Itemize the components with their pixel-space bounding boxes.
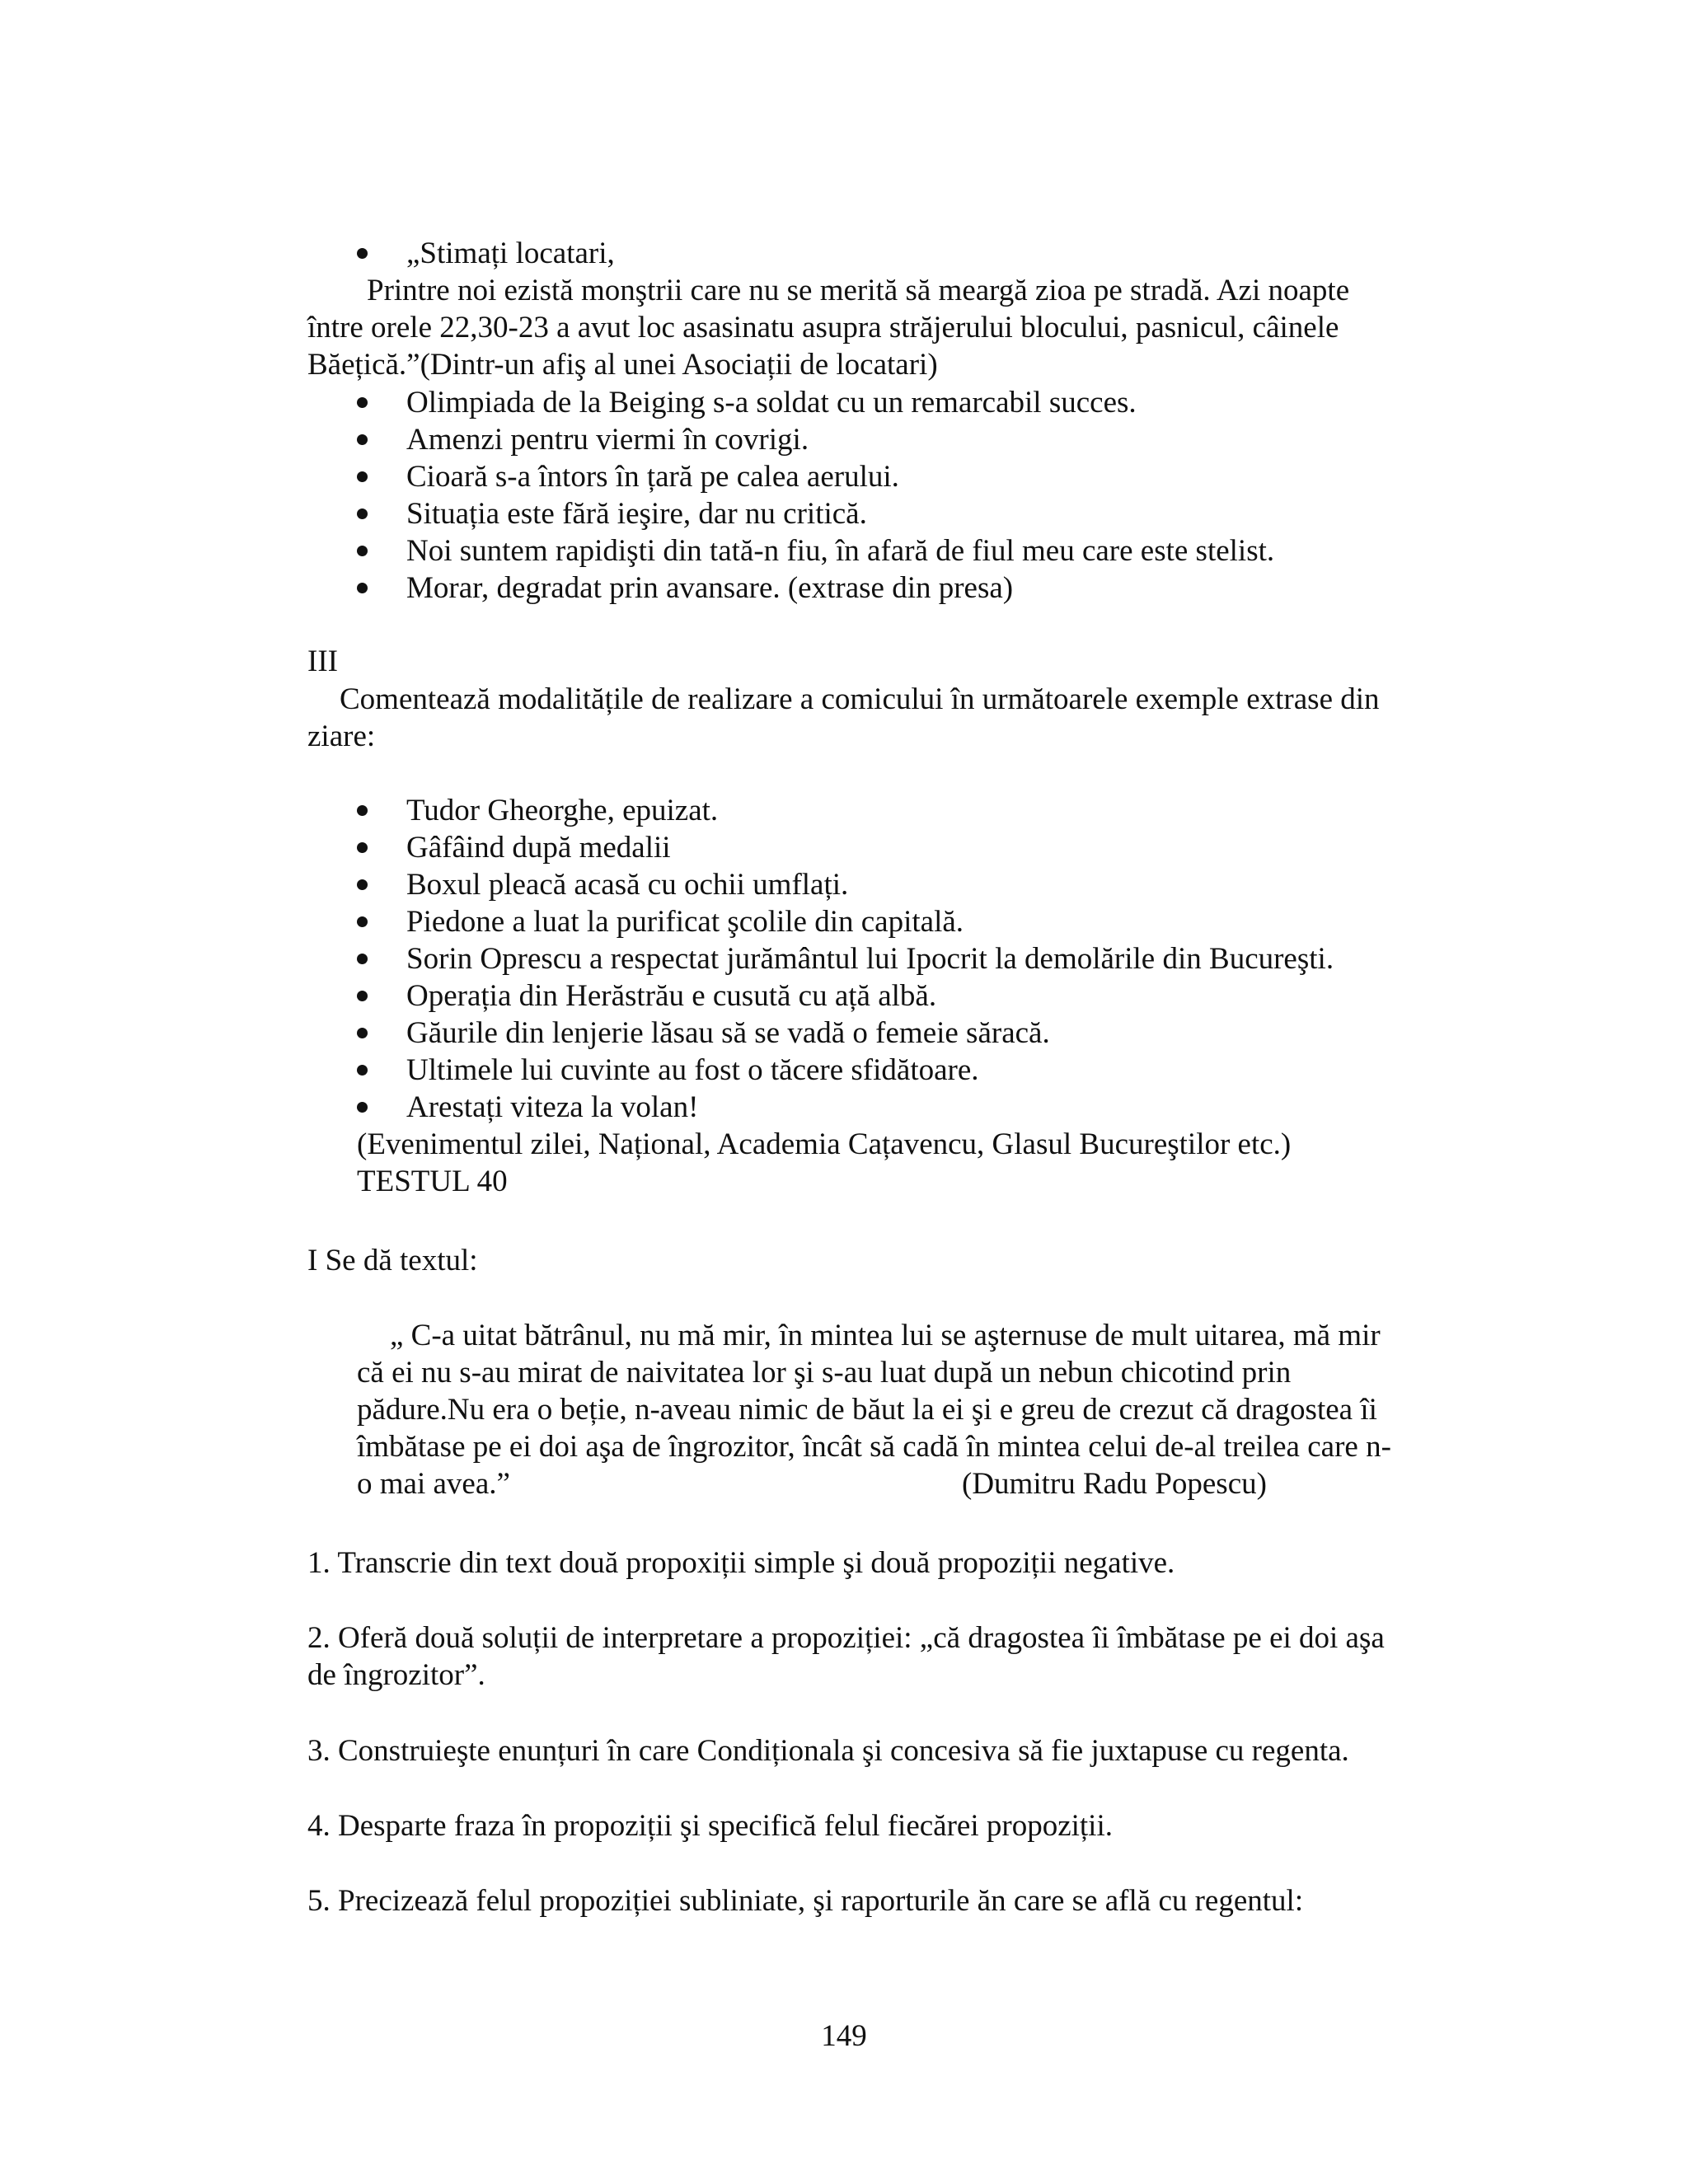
bullet-text: Găurile din lenjerie lăsau să se vadă o femeie săracă.	[406, 1016, 1050, 1050]
question-line: 2. Oferă două soluții de interpretare a propoziției: „că dragostea îi îmbătase pe ei doi aşa	[307, 1621, 1385, 1655]
bullet-icon	[357, 397, 368, 408]
bullet-icon	[357, 879, 368, 890]
bullet-text: Cioară s-a întors în țară pe calea aerului.	[406, 460, 899, 494]
bullet-item	[406, 235, 615, 272]
bullet-item	[406, 495, 867, 532]
excerpt-line: îmbătase pe ei doi aşa de îngrozitor, încât să cadă în mintea celui de-al treilea care n-	[357, 1430, 1391, 1464]
page-number: 149	[821, 2019, 867, 2053]
bullet-item	[406, 421, 809, 458]
bullet-text: Amenzi pentru viermi în covrigi.	[406, 423, 809, 457]
bullet-icon	[357, 1102, 368, 1113]
bullet-icon	[357, 954, 368, 964]
bullet-icon	[357, 991, 368, 1001]
bullet-item	[406, 1015, 1050, 1052]
excerpt-line: că ei nu s-au mirat de naivitatea lor şi s-au luat după un nebun chicotind prin	[357, 1356, 1292, 1390]
bullet-icon	[357, 471, 368, 482]
excerpt-author: (Dumitru Radu Popescu)	[962, 1467, 1267, 1501]
bullet-item	[406, 384, 1137, 421]
bullet-text: Sorin Oprescu a respectat jurământul lui Ipocrit la demolările din Bucureşti.	[406, 942, 1334, 976]
bullet-item	[406, 569, 1013, 607]
bullet-item	[406, 903, 964, 940]
quote-line: Printre noi ezistă monştrii care nu se merită să meargă zioa pe stradă. Azi noapte	[367, 274, 1350, 307]
bullet-icon	[357, 583, 368, 593]
question-line: 4. Desparte fraza în propoziții şi specifică felul fiecărei propoziții.	[307, 1809, 1113, 1843]
bullet-item	[406, 977, 936, 1015]
sources-line: (Evenimentul zilei, Național, Academia Cațavencu, Glasul Bucureştilor etc.)	[357, 1127, 1292, 1161]
test-prompt: I Se dă textul:	[307, 1244, 478, 1277]
bullet-icon	[357, 1028, 368, 1038]
bullet-icon	[357, 805, 368, 816]
bullet-item	[406, 532, 1274, 569]
bullet-text: „Stimați locatari,	[406, 237, 615, 270]
bullet-item	[406, 458, 899, 495]
test-title: TESTUL 40	[357, 1165, 508, 1198]
bullet-text: Arestați viteza la volan!	[406, 1090, 699, 1124]
bullet-text: Gâfâind după medalii	[406, 831, 671, 865]
bullet-icon	[357, 546, 368, 556]
bullet-text: Situația este fără ieşire, dar nu critică.	[406, 497, 867, 531]
bullet-icon	[357, 434, 368, 445]
bullet-item	[406, 940, 1334, 977]
bullet-item	[406, 866, 848, 903]
bullet-text: Tudor Gheorghe, epuizat.	[406, 794, 719, 827]
bullet-item	[406, 1052, 979, 1089]
bullet-text: Operația din Herăstrău e cusută cu ață albă.	[406, 979, 937, 1013]
bullet-icon	[357, 509, 368, 519]
excerpt-line: o mai avea.”	[357, 1467, 510, 1501]
bullet-icon	[357, 248, 368, 259]
instruction-line: Comentează modalitățile de realizare a comicului în următoarele exemple extrase din	[340, 682, 1380, 716]
question-line: 3. Construieşte enunțuri în care Condiționala şi concesiva să fie juxtapuse cu regenta.	[307, 1734, 1349, 1768]
quote-line: între orele 22,30-23 a avut loc asasinatu asupra străjerului blocului, pasnicul, câinele	[307, 311, 1339, 344]
excerpt-line: „ C-a uitat bătrânul, nu mă mir, în mintea lui se aşternuse de mult uitarea, mă mir	[390, 1319, 1381, 1352]
bullet-text: Noi suntem rapidişti din tată-n fiu, în afară de fiul meu care este stelist.	[406, 534, 1275, 568]
quote-line: Băețică.”(Dintr-un afiş al unei Asociații de locatari)	[307, 348, 938, 382]
bullet-text: Boxul pleacă acasă cu ochii umflați.	[406, 868, 849, 902]
section-heading: III	[307, 644, 338, 678]
question-line: de îngrozitor”.	[307, 1658, 485, 1692]
bullet-item	[406, 829, 671, 866]
excerpt-line: pădure.Nu era o beție, n-aveau nimic de băut la ei şi e greu de crezut că dragostea îi	[357, 1393, 1377, 1427]
bullet-icon	[357, 916, 368, 927]
bullet-text: Piedone a luat la purificat şcolile din capitală.	[406, 905, 964, 939]
bullet-text: Ultimele lui cuvinte au fost o tăcere sfidătoare.	[406, 1053, 979, 1087]
question-line: 1. Transcrie din text două propoxiții simple şi două propoziții negative.	[307, 1546, 1175, 1580]
question-line: 5. Precizează felul propoziției subliniate, şi raporturile ăn care se află cu regentul:	[307, 1884, 1304, 1918]
bullet-text: Morar, degradat prin avansare. (extrase din presa)	[406, 571, 1014, 605]
bullet-icon	[357, 842, 368, 853]
bullet-item	[406, 792, 718, 829]
bullet-item	[406, 1089, 698, 1126]
bullet-icon	[357, 1065, 368, 1076]
instruction-line: ziare:	[307, 719, 376, 753]
bullet-text: Olimpiada de la Beiging s-a soldat cu un remarcabil succes.	[406, 386, 1137, 419]
